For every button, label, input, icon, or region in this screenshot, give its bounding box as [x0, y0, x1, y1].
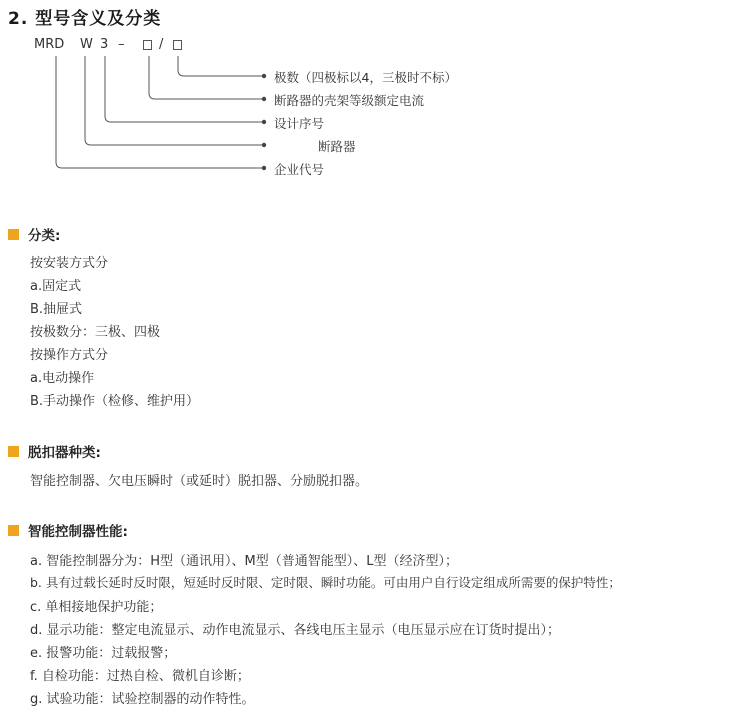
connector-poles — [178, 56, 262, 76]
connector-design — [105, 56, 262, 122]
connector-current — [149, 56, 262, 99]
feature-line: e. 报警功能：过载报警； — [30, 646, 177, 661]
connector-breaker — [85, 56, 262, 145]
classification-line: 按极数分：三极、四极 — [30, 325, 161, 340]
label-frame-current: 断路器的壳架等级额定电流 — [274, 93, 425, 108]
page-title: 2. 型号含义及分类 — [8, 9, 162, 29]
classification-line: 按安装方式分 — [30, 256, 109, 271]
feature-line: d. 显示功能：整定电流显示、动作电流显示、各线电压主显示（电压显示应在订货时提出）； — [30, 623, 561, 638]
feature-line: f. 自检功能：过热自检、微机自诊断； — [30, 669, 250, 684]
section-header-controller-features — [8, 522, 128, 538]
dot-design — [262, 120, 266, 124]
code-design: 3 — [100, 37, 109, 52]
section-title-controller-features: 智能控制器性能: — [28, 524, 128, 540]
section-bullet-icon — [8, 446, 19, 457]
code-breaker: W — [80, 37, 93, 52]
release-types-line: 智能控制器、欠电压瞬时（或延时）脱扣器、分励脱扣器。 — [30, 474, 369, 489]
label-poles: 极数（四极标以4，三极时不标） — [274, 70, 457, 85]
feature-line: c. 单相接地保护功能； — [30, 600, 163, 615]
section-bullet-icon — [8, 525, 19, 536]
dot-poles — [262, 74, 266, 78]
section-header-classification — [8, 226, 60, 242]
label-company-code: 企业代号 — [274, 162, 325, 177]
classification-line: 按操作方式分 — [30, 348, 109, 363]
feature-line: b. 具有过载长延时反时限，短延时反时限、定时限、瞬时功能。可由用户自行设定组成所需要的保护特性； — [30, 575, 621, 590]
feature-line: a. 智能控制器分为：H型（通讯用）、M型（普通智能型）、L型（经济型）； — [30, 554, 458, 569]
classification-line: a.固定式 — [30, 279, 82, 294]
dot-company — [262, 166, 266, 170]
code-company: MRD — [34, 37, 65, 52]
label-breaker: 断路器 — [318, 139, 356, 154]
classification-line: a.电动操作 — [30, 371, 95, 386]
classification-line: B.手动操作（检修、维护用） — [30, 394, 200, 409]
dot-breaker — [262, 143, 266, 147]
label-design-serial: 设计序号 — [274, 116, 325, 131]
code-slash: / — [159, 37, 164, 52]
section-bullet-icon — [8, 229, 19, 240]
section-title-classification: 分类: — [28, 228, 61, 244]
code-dash: – — [118, 37, 125, 52]
section-title-release-types: 脱扣器种类: — [28, 445, 101, 461]
classification-line: B.抽屉式 — [30, 302, 83, 317]
section-header-release-types — [8, 443, 101, 459]
feature-line: g. 试验功能：试验控制器的动作特性。 — [30, 692, 255, 707]
connector-company — [56, 56, 262, 168]
dot-current — [262, 97, 266, 101]
